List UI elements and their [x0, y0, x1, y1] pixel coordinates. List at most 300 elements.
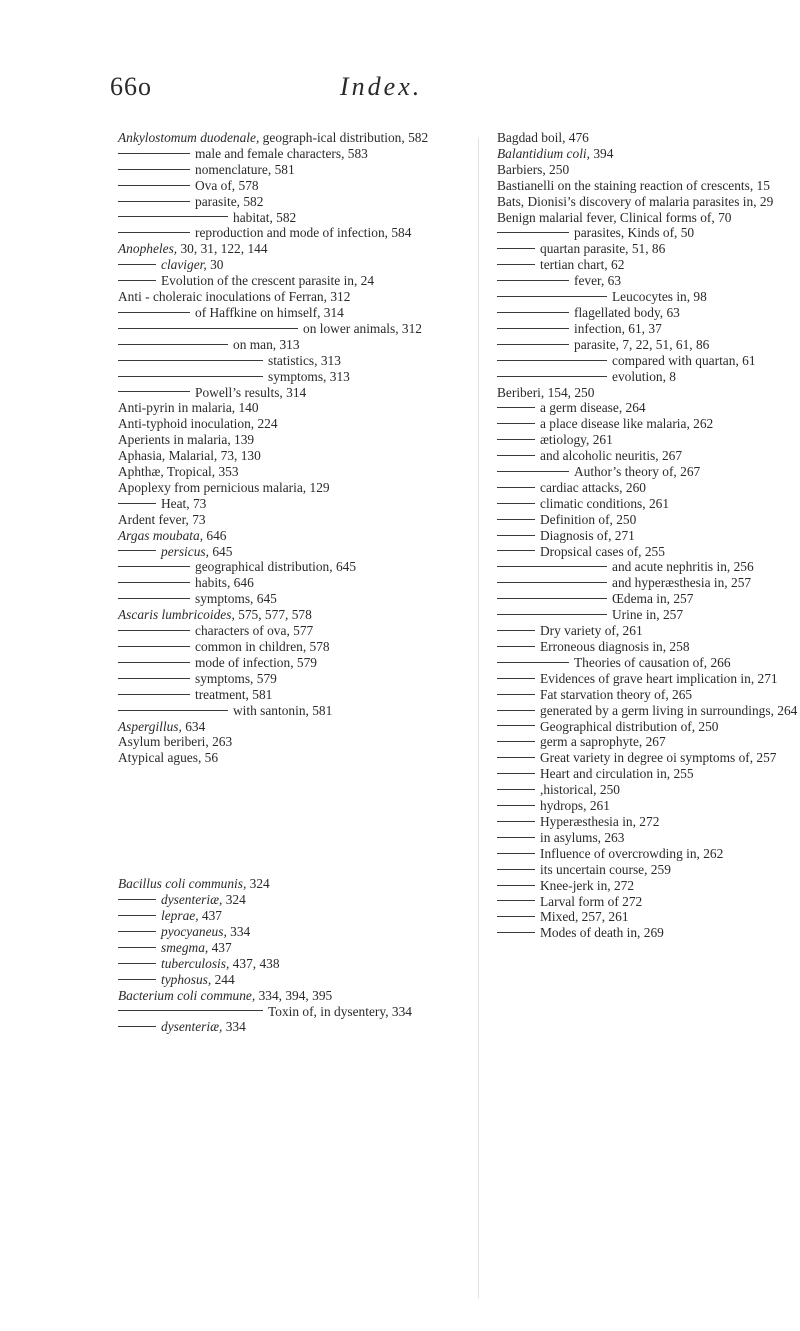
ditto-dash [118, 153, 190, 154]
index-entry [118, 908, 463, 924]
ditto-dash [118, 264, 156, 265]
index-entry [497, 194, 800, 210]
ditto-dash [118, 328, 298, 329]
index-entry [497, 146, 800, 162]
index-entry [497, 178, 800, 194]
entry-text: 646 [203, 527, 227, 543]
entry-text: Author’s theory of, 267 [574, 464, 701, 480]
entry-term-italic: Aspergillus, [118, 718, 182, 734]
index-entry [497, 798, 800, 814]
column-divider [478, 138, 479, 1298]
entry-term-italic: Argas moubata, [118, 527, 204, 543]
ditto-dash [118, 185, 190, 186]
entry-text: Ardent fever, 73 [118, 511, 206, 527]
index-entry [497, 289, 800, 305]
ditto-dash [118, 694, 190, 695]
entry-text: Great variety in degree oi symptoms of, 257 [540, 750, 777, 766]
entry-text: Heat, 73 [161, 495, 207, 511]
entry-term-italic: persicus, [161, 543, 209, 559]
index-entry [497, 162, 800, 178]
ditto-dash [497, 264, 535, 265]
ditto-dash [118, 947, 156, 948]
index-entry [497, 575, 800, 591]
index-entry [497, 703, 800, 719]
entry-text: infection, 61, 37 [574, 320, 662, 336]
index-entry [118, 719, 463, 735]
entry-text: Erroneous diagnosis in, 258 [540, 639, 690, 654]
index-entry [497, 369, 800, 385]
entry-text: a germ disease, 264 [540, 400, 646, 416]
index-entry [497, 257, 800, 273]
ditto-dash [497, 725, 535, 726]
index-entry [497, 273, 800, 289]
index-entry [497, 766, 800, 782]
index-entry [118, 607, 463, 623]
entry-text: Leucocytes in, 98 [612, 289, 707, 305]
index-entry [118, 480, 463, 496]
ditto-dash [118, 344, 228, 345]
entry-text: Heart and circulation in, 255 [540, 766, 694, 782]
index-entry [118, 448, 463, 464]
index-entry [497, 623, 800, 639]
entry-text: Barbiers, 250 [497, 161, 570, 177]
entry-text: 334 [222, 1019, 246, 1035]
entry-text: reproduction and mode of infection, 584 [195, 225, 412, 241]
ditto-dash [497, 439, 535, 440]
entry-text: Fat starvation theory of, 265 [540, 686, 693, 702]
ditto-dash [497, 646, 535, 647]
index-entry [118, 385, 463, 401]
index-entry [118, 146, 463, 162]
ditto-dash [118, 710, 228, 711]
entry-text: with santonin, 581 [233, 702, 333, 718]
index-entry [118, 162, 463, 178]
index-entry [118, 353, 463, 369]
index-entry [118, 956, 463, 972]
entry-text: flagellated body, 63 [574, 304, 680, 320]
ditto-dash [118, 598, 190, 599]
entry-text: habits, 646 [195, 575, 254, 591]
ditto-dash [118, 376, 263, 377]
entry-text: 645 [208, 543, 233, 559]
index-entry [497, 830, 800, 846]
entry-text: of Haffkine on himself, 314 [195, 304, 344, 320]
ditto-dash [497, 805, 535, 806]
index-entry [118, 512, 463, 528]
entry-term-italic: Anopheles, [118, 241, 178, 257]
index-entry [497, 671, 800, 687]
ditto-dash [497, 789, 535, 790]
ditto-dash [497, 248, 535, 249]
ditto-dash [497, 598, 607, 599]
entry-text: Geographical distribution of, 250 [540, 718, 719, 734]
entry-term-italic: dysenteriæ, [161, 1019, 223, 1035]
index-entry [497, 639, 800, 655]
index-entry [118, 750, 463, 766]
index-entry [118, 972, 463, 988]
ditto-dash [118, 503, 156, 504]
ditto-dash [118, 201, 190, 202]
ditto-dash [497, 694, 535, 695]
index-entry [118, 194, 463, 210]
entry-text: 324 [246, 876, 270, 892]
entry-text: nomenclature, 581 [195, 161, 295, 177]
ditto-dash [497, 360, 607, 361]
entry-text: Asylum beriberi, 263 [118, 734, 233, 750]
page-header [0, 72, 800, 112]
index-entry [497, 782, 800, 798]
index-column-right [497, 130, 800, 941]
index-entry [497, 846, 800, 862]
entry-text: 30, 31, 122, 144 [177, 241, 268, 257]
index-entry [118, 703, 463, 719]
entry-text: cardiac attacks, 260 [540, 479, 646, 495]
entry-text: Benign malarial fever, Clinical forms of, 70 [497, 209, 732, 225]
ditto-dash [118, 979, 156, 980]
entry-text: 334, 394, 395 [255, 987, 333, 1003]
entry-text: 244 [211, 971, 235, 987]
ditto-dash [118, 915, 156, 916]
index-entry [118, 225, 463, 241]
index-entry [497, 225, 800, 241]
entry-text: Aperients in malaria, 139 [118, 432, 255, 448]
index-entry [118, 305, 463, 321]
index-entry [497, 130, 800, 146]
entry-text: quartan parasite, 51, 86 [540, 241, 666, 257]
ditto-dash [497, 757, 535, 758]
ditto-dash [497, 837, 535, 838]
entry-text: Larval form of 272 [540, 893, 643, 909]
index-entry [118, 273, 463, 289]
index-entry [118, 210, 463, 226]
entry-text: and alcoholic neuritis, 267 [540, 448, 683, 464]
ditto-dash [497, 869, 535, 870]
entry-text: 437 [208, 939, 232, 955]
index-entry [118, 623, 463, 639]
entry-term-italic: Bacillus coli communis, [118, 876, 247, 892]
ditto-dash [497, 550, 535, 551]
index-entry [497, 750, 800, 766]
index-entry [497, 496, 800, 512]
entry-text: a place disease like malaria, 262 [540, 416, 714, 432]
ditto-dash [118, 662, 190, 663]
ditto-dash [497, 232, 569, 233]
index-entry [497, 241, 800, 257]
index-entry [118, 655, 463, 671]
index-entry [497, 862, 800, 878]
index-entry [118, 876, 463, 892]
entry-text: Bats, Dionisi’s discovery of malaria parasites in, 29 [497, 193, 774, 209]
ditto-dash [118, 1010, 263, 1011]
entry-term-italic: Ankylostomum duodenale, [118, 130, 260, 145]
entry-term-italic: leprae, [161, 908, 199, 924]
entry-term-italic: tuberculosis, [161, 955, 230, 971]
entry-text: Bagdad boil, 476 [497, 130, 589, 145]
index-entry [118, 178, 463, 194]
index-entry [118, 924, 463, 940]
ditto-dash [118, 963, 156, 964]
index-entry [497, 448, 800, 464]
index-entry [497, 719, 800, 735]
ditto-dash [118, 216, 228, 217]
ditto-dash [497, 376, 607, 377]
index-entry [497, 591, 800, 607]
entry-text: and acute nephritis in, 256 [612, 559, 754, 575]
entry-term-italic: Bacterium coli commune, [118, 987, 256, 1003]
page-number: 66o [110, 72, 152, 101]
entry-text: Anti-typhoid inoculation, 224 [118, 416, 278, 432]
index-entry [497, 464, 800, 480]
index-entry [497, 544, 800, 560]
ditto-dash [497, 885, 535, 886]
ditto-dash [497, 503, 535, 504]
index-entry [118, 464, 463, 480]
ditto-dash [497, 455, 535, 456]
index-entry [497, 878, 800, 894]
entry-text: common in children, 578 [195, 639, 330, 654]
index-entry [497, 687, 800, 703]
ditto-dash [497, 312, 569, 313]
entry-text: 437 [198, 908, 222, 924]
entry-text: characters of ova, 577 [195, 623, 314, 639]
entry-text: 575, 577, 578 [234, 607, 312, 623]
ditto-dash [497, 821, 535, 822]
index-entry [497, 894, 800, 910]
index-entry [118, 892, 463, 908]
index-entry [118, 130, 463, 146]
index-entry [118, 528, 463, 544]
entry-text: 394 [589, 145, 614, 161]
entry-term-italic: typhosus, [161, 971, 212, 987]
ditto-dash [118, 646, 190, 647]
entry-text: tertian chart, 62 [540, 257, 625, 273]
ditto-dash [497, 900, 535, 901]
index-entry [497, 416, 800, 432]
entry-text: Toxin of, in dysentery, 334 [268, 1003, 412, 1019]
ditto-dash [118, 280, 156, 281]
index-entry [497, 655, 800, 671]
entry-text: Hyperæsthesia in, 272 [540, 813, 660, 829]
index-entry [118, 289, 463, 305]
entry-text: geograph-ical distribution, 582 [259, 130, 429, 145]
index-entry [118, 544, 463, 560]
entry-text: habitat, 582 [233, 209, 297, 225]
entry-text: in asylums, 263 [540, 829, 625, 845]
entry-text: Dry variety of, 261 [540, 623, 643, 639]
entry-term-italic: dysenteriæ, [161, 892, 223, 908]
index-entry [118, 591, 463, 607]
ditto-dash [497, 535, 535, 536]
ditto-dash [118, 899, 156, 900]
index-entry [118, 639, 463, 655]
ditto-dash [118, 1026, 156, 1027]
ditto-dash [497, 328, 569, 329]
ditto-dash [497, 710, 535, 711]
ditto-dash [497, 471, 569, 472]
index-entry [118, 241, 463, 257]
entry-text: and hyperæsthesia in, 257 [612, 575, 752, 591]
index-entry [118, 687, 463, 703]
index-entry [118, 1019, 463, 1035]
entry-text: parasite, 7, 22, 51, 61, 86 [574, 336, 710, 352]
entry-text: Diagnosis of, 271 [540, 527, 635, 543]
ditto-dash [118, 630, 190, 631]
entry-text: Evolution of the crescent parasite in, 24 [161, 273, 375, 289]
ditto-dash [497, 614, 607, 615]
entry-text: hydrops, 261 [540, 798, 610, 814]
entry-text: Evidences of grave heart implication in, 271 [540, 670, 778, 686]
ditto-dash [497, 582, 607, 583]
entry-text: 437, 438 [229, 955, 280, 971]
entry-text: Aphthæ, Tropical, 353 [118, 464, 239, 480]
ditto-dash [118, 360, 263, 361]
ditto-dash [497, 566, 607, 567]
entry-text: Apoplexy from pernicious malaria, 129 [118, 479, 330, 495]
index-entry [118, 432, 463, 448]
index-entry [118, 575, 463, 591]
index-entry [497, 337, 800, 353]
index-entry [497, 400, 800, 416]
ditto-dash [497, 407, 535, 408]
entry-text: Bastianelli on the staining reaction of crescents, 15 [497, 177, 770, 193]
entry-text: Anti-pyrin in malaria, 140 [118, 400, 259, 416]
entry-text: Knee-jerk in, 272 [540, 877, 635, 893]
entry-text: Theories of causation of, 266 [574, 654, 731, 670]
entry-text: Beriberi, 154, 250 [497, 384, 595, 400]
index-entry [497, 528, 800, 544]
ditto-dash [118, 169, 190, 170]
ditto-dash [118, 566, 190, 567]
index-entry [497, 814, 800, 830]
ditto-dash [497, 773, 535, 774]
index-entry [497, 607, 800, 623]
section-gap [118, 766, 463, 876]
ditto-dash [497, 487, 535, 488]
entry-text: 324 [222, 892, 246, 908]
entry-term-italic: Balantidium coli, [497, 145, 590, 161]
entry-text: Powell’s results, 314 [195, 384, 307, 400]
entry-text: Œdema in, 257 [612, 591, 694, 607]
entry-term-italic: claviger, [161, 257, 207, 273]
index-entry [497, 925, 800, 941]
ditto-dash [497, 678, 535, 679]
entry-text: Definition of, 250 [540, 511, 637, 527]
index-entry [497, 353, 800, 369]
ditto-dash [118, 312, 190, 313]
entry-text: on man, 313 [233, 336, 300, 352]
index-entry [497, 210, 800, 226]
entry-term-italic: Ascaris lumbricoides, [118, 607, 235, 623]
ditto-dash [497, 344, 569, 345]
index-entry [118, 400, 463, 416]
entry-text: germ a saprophyte, 267 [540, 734, 666, 750]
entry-text: Dropsical cases of, 255 [540, 543, 665, 559]
entry-text: Influence of overcrowding in, 262 [540, 845, 724, 861]
index-entry [118, 257, 463, 273]
index-entry [118, 734, 463, 750]
ditto-dash [118, 391, 190, 392]
index-entry [497, 385, 800, 401]
index-entry [118, 369, 463, 385]
index-entry [118, 1004, 463, 1020]
entry-text: climatic conditions, 261 [540, 495, 670, 511]
index-entry [118, 496, 463, 512]
index-entry [118, 671, 463, 687]
running-title: Index. [340, 72, 423, 101]
ditto-dash [497, 280, 569, 281]
entry-text: ,historical, 250 [540, 782, 620, 798]
ditto-dash [118, 550, 156, 551]
entry-term-italic: pyocyaneus, [161, 923, 227, 939]
entry-text: Aphasia, Malarial, 73, 130 [118, 448, 261, 464]
ditto-dash [497, 741, 535, 742]
entry-text: geographical distribution, 645 [195, 559, 357, 575]
ditto-dash [497, 519, 535, 520]
ditto-dash [497, 662, 569, 663]
index-entry [118, 988, 463, 1004]
index-entry [497, 305, 800, 321]
index-entry [118, 337, 463, 353]
entry-text: generated by a germ living in surroundings, 264 [540, 702, 798, 718]
entry-text: Anti - choleraic inoculations of Ferran, 312 [118, 289, 351, 305]
ditto-dash [497, 853, 535, 854]
ditto-dash [118, 232, 190, 233]
entry-text: mode of infection, 579 [195, 654, 317, 670]
ditto-dash [118, 582, 190, 583]
entry-text: symptoms, 645 [195, 591, 277, 607]
entry-text: fever, 63 [574, 273, 622, 289]
entry-text: parasite, 582 [195, 193, 264, 209]
entry-text: its uncertain course, 259 [540, 861, 671, 877]
index-entry [497, 559, 800, 575]
entry-text: ætiology, 261 [540, 432, 613, 448]
index-column-left [118, 130, 463, 1035]
ditto-dash [118, 678, 190, 679]
ditto-dash [118, 931, 156, 932]
entry-term-italic: smegma, [161, 939, 209, 955]
entry-text: male and female characters, 583 [195, 145, 368, 161]
entry-text: statistics, 313 [268, 352, 341, 368]
entry-text: treatment, 581 [195, 686, 273, 702]
entry-text: parasites, Kinds of, 50 [574, 225, 695, 241]
entry-text: Urine in, 257 [612, 607, 684, 623]
entry-text: symptoms, 579 [195, 670, 277, 686]
entry-text: Mixed, 257, 261 [540, 909, 629, 925]
entry-text: Ova of, 578 [195, 177, 259, 193]
index-entry [497, 512, 800, 528]
ditto-dash [497, 423, 535, 424]
ditto-dash [497, 296, 607, 297]
entry-text: 30 [206, 257, 224, 273]
index-entry [497, 321, 800, 337]
index-entry [497, 734, 800, 750]
entry-text: symptoms, 313 [268, 368, 350, 384]
index-entry [118, 940, 463, 956]
index-entry [497, 432, 800, 448]
ditto-dash [497, 932, 535, 933]
entry-text: 634 [181, 718, 206, 734]
index-entry [118, 416, 463, 432]
entry-text: 334 [226, 923, 251, 939]
index-entry [118, 559, 463, 575]
ditto-dash [497, 916, 535, 917]
ditto-dash [497, 630, 535, 631]
index-entry [497, 909, 800, 925]
index-entry [118, 321, 463, 337]
entry-text: Modes of death in, 269 [540, 925, 664, 941]
entry-text: evolution, 8 [612, 368, 676, 384]
entry-text: on lower animals, 312 [303, 320, 423, 336]
